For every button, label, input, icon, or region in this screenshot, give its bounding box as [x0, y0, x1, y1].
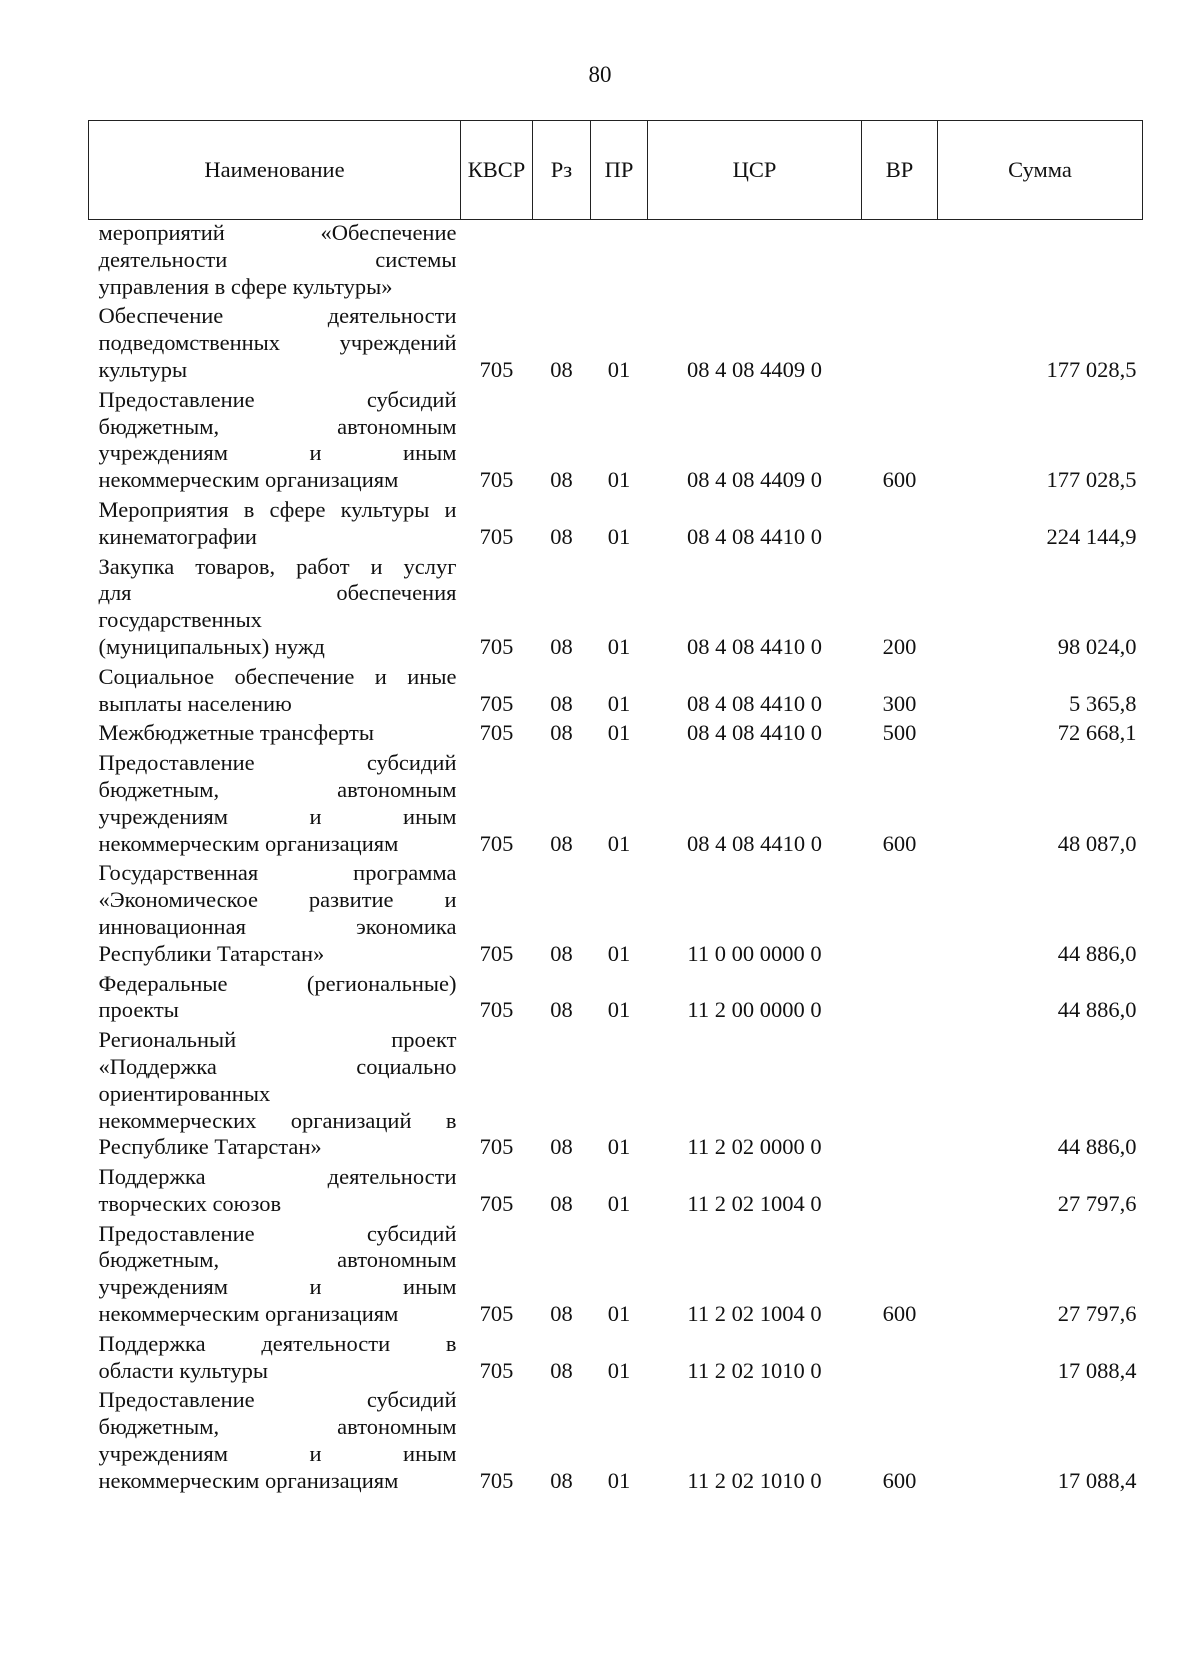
cell-sum: 27 797,6: [1057, 1190, 1137, 1216]
row-name-line: некоммерческих организаций в: [98, 1107, 457, 1133]
row-name-line: Социальное обеспечение и иные: [98, 663, 457, 689]
row-name: [89, 968, 461, 1025]
row-name-line: бюджетным, автономным: [98, 413, 457, 439]
cell-sum: [938, 220, 1143, 301]
row-name-line: Предоставление субсидий: [98, 1387, 457, 1413]
cell-vr: 600: [882, 1467, 917, 1493]
table-row: [89, 1161, 1143, 1218]
cell-rz: 08: [550, 1301, 573, 1327]
row-name-line: выплаты населению: [98, 690, 292, 716]
cell-csr: 11 2 02 1004 0: [687, 1301, 822, 1327]
cell-vr: [862, 1328, 938, 1385]
cell-vr: 600: [882, 830, 917, 856]
cell-pr: 01: [607, 1190, 631, 1216]
cell-kvsr: 705: [479, 523, 514, 549]
row-name-line: инновационная экономика: [98, 913, 457, 939]
row-name-line: управления в сфере культуры»: [98, 273, 393, 299]
cell-kvsr: 705: [479, 1134, 514, 1160]
row-name-line: культуры: [98, 356, 188, 382]
table-body: [89, 220, 1143, 1495]
cell-rz: 08: [550, 633, 573, 659]
cell-sum: 44 886,0: [1057, 940, 1137, 966]
row-name: [89, 1024, 461, 1161]
row-name: [89, 1161, 461, 1218]
cell-rz: 08: [550, 523, 573, 549]
cell-kvsr: 705: [479, 356, 514, 382]
row-name-line: учреждениям и иным: [98, 1441, 457, 1467]
table-row: [89, 494, 1143, 551]
row-name-line: Региональный проект: [98, 1027, 457, 1053]
page-number: 80: [588, 62, 612, 87]
cell-csr: 11 0 00 0000 0: [687, 940, 822, 966]
row-name: [89, 384, 461, 494]
row-name-line: ориентированных: [98, 1080, 271, 1106]
row-name-line: Республики Татарстан»: [98, 940, 325, 966]
table-row: [89, 857, 1143, 967]
table-row: [89, 384, 1143, 494]
cell-pr: 01: [607, 830, 631, 856]
cell-csr: 08 4 08 4410 0: [687, 633, 822, 659]
cell-kvsr: 705: [479, 633, 514, 659]
cell-kvsr: 705: [479, 1301, 514, 1327]
row-name: [89, 1328, 461, 1385]
cell-vr: 300: [882, 690, 917, 716]
cell-kvsr: 705: [479, 467, 514, 493]
cell-rz: 08: [550, 1357, 573, 1383]
table-row: [89, 747, 1143, 857]
cell-csr: 11 2 02 1010 0: [687, 1357, 822, 1383]
row-name-line: Мероприятия в сфере культуры и: [98, 496, 457, 522]
row-name-line: «Поддержка социально: [98, 1053, 457, 1079]
row-name-line: Предоставление субсидий: [98, 386, 457, 412]
table-row: [89, 717, 1143, 747]
cell-sum: 177 028,5: [1046, 356, 1137, 382]
row-name-line: Предоставление субсидий: [98, 750, 457, 776]
row-name: [89, 1384, 461, 1494]
row-name-line: для обеспечения: [98, 580, 457, 606]
cell-pr: 01: [607, 1467, 631, 1493]
row-name-line: государственных: [98, 607, 262, 633]
table-row: [89, 1024, 1143, 1161]
cell-rz: [533, 220, 591, 301]
cell-kvsr: 705: [479, 690, 514, 716]
cell-sum: 44 886,0: [1057, 997, 1137, 1023]
table-row: [89, 1328, 1143, 1385]
cell-pr: 01: [607, 1357, 631, 1383]
cell-csr: 08 4 08 4410 0: [687, 690, 822, 716]
table-row: [89, 661, 1143, 718]
cell-sum: 48 087,0: [1057, 830, 1137, 856]
cell-rz: 08: [550, 467, 573, 493]
row-name-line: Закупка товаров, работ и услуг: [98, 553, 457, 579]
row-name-line: учреждениям и иным: [98, 803, 457, 829]
cell-csr: 11 2 02 1004 0: [687, 1190, 822, 1216]
row-name: [89, 747, 461, 857]
row-name-line: Межбюджетные трансферты: [98, 720, 374, 746]
row-name-line: некоммерческим организациям: [98, 467, 399, 493]
cell-pr: 01: [607, 633, 631, 659]
cell-rz: 08: [550, 1134, 573, 1160]
cell-vr: [862, 1024, 938, 1161]
cell-vr: 600: [882, 1301, 917, 1327]
row-name-line: подведомственных учреждений: [98, 330, 457, 356]
row-name-line: некоммерческим организациям: [98, 830, 399, 856]
header-sum: Сумма: [938, 121, 1143, 220]
cell-rz: 08: [550, 1190, 573, 1216]
header-vr: ВР: [862, 121, 938, 220]
row-name-line: проекты: [98, 997, 179, 1023]
header-csr: ЦСР: [648, 121, 862, 220]
cell-sum: 98 024,0: [1057, 633, 1137, 659]
cell-kvsr: [461, 220, 533, 301]
header-rz: Рз: [533, 121, 591, 220]
row-name-line: кинематографии: [98, 523, 257, 549]
row-name-line: Поддержка деятельности: [98, 1164, 457, 1190]
table-header: [89, 121, 1143, 220]
cell-sum: 27 797,6: [1057, 1301, 1137, 1327]
cell-csr: 08 4 08 4410 0: [687, 830, 822, 856]
row-name-line: деятельности системы: [98, 246, 457, 272]
cell-sum: 224 144,9: [1046, 523, 1137, 549]
row-name: [89, 300, 461, 383]
row-name-line: бюджетным, автономным: [98, 776, 457, 802]
row-name-line: Федеральные (региональные): [98, 970, 457, 996]
row-name: [89, 661, 461, 718]
cell-sum: 5 365,8: [1069, 690, 1137, 716]
cell-pr: 01: [607, 1134, 631, 1160]
cell-sum: 17 088,4: [1057, 1357, 1137, 1383]
cell-csr: 08 4 08 4410 0: [687, 720, 822, 746]
cell-rz: 08: [550, 1467, 573, 1493]
cell-pr: 01: [607, 523, 631, 549]
cell-kvsr: 705: [479, 997, 514, 1023]
row-name: [89, 494, 461, 551]
cell-kvsr: 705: [479, 940, 514, 966]
cell-kvsr: 705: [479, 1357, 514, 1383]
cell-csr: 08 4 08 4409 0: [687, 356, 822, 382]
row-name-line: некоммерческим организациям: [98, 1301, 399, 1327]
table-row: [89, 551, 1143, 661]
cell-csr: 11 2 00 0000 0: [687, 997, 822, 1023]
cell-sum: 17 088,4: [1057, 1467, 1137, 1493]
cell-csr: [648, 220, 862, 301]
cell-vr: 500: [882, 720, 917, 746]
row-name-line: некоммерческим организациям: [98, 1467, 399, 1493]
cell-pr: 01: [607, 690, 631, 716]
cell-pr: 01: [607, 997, 631, 1023]
cell-kvsr: 705: [479, 830, 514, 856]
row-name-line: Государственная программа: [98, 860, 457, 886]
row-name: [89, 717, 461, 747]
row-name-line: бюджетным, автономным: [98, 1414, 457, 1440]
row-name-line: мероприятий «Обеспечение: [98, 220, 457, 245]
cell-pr: 01: [607, 356, 631, 382]
table-row: [89, 300, 1143, 383]
row-name-line: области культуры: [98, 1357, 268, 1383]
table-row: [89, 220, 1143, 301]
row-name: [89, 551, 461, 661]
cell-csr: 08 4 08 4409 0: [687, 467, 822, 493]
budget-table: [88, 120, 1143, 1495]
table-row: [89, 1384, 1143, 1494]
row-name-line: Республике Татарстан»: [98, 1134, 322, 1160]
row-name-line: учреждениям и иным: [98, 1274, 457, 1300]
header-name: Наименование: [89, 121, 461, 220]
cell-vr: [862, 494, 938, 551]
cell-rz: 08: [550, 830, 573, 856]
cell-kvsr: 705: [479, 1190, 514, 1216]
cell-vr: [862, 1161, 938, 1218]
row-name-line: Предоставление субсидий: [98, 1220, 457, 1246]
cell-vr: 600: [882, 467, 917, 493]
cell-pr: [591, 220, 648, 301]
cell-csr: 08 4 08 4410 0: [687, 523, 822, 549]
table-row: [89, 968, 1143, 1025]
header-pr: ПР: [591, 121, 648, 220]
cell-csr: 11 2 02 0000 0: [687, 1134, 822, 1160]
cell-kvsr: 705: [479, 720, 514, 746]
cell-vr: [862, 968, 938, 1025]
cell-kvsr: 705: [479, 1467, 514, 1493]
cell-vr: [862, 300, 938, 383]
cell-vr: 200: [882, 633, 917, 659]
row-name-line: Обеспечение деятельности: [98, 303, 457, 329]
row-name: [89, 857, 461, 967]
cell-sum: 72 668,1: [1057, 720, 1137, 746]
row-name-line: бюджетным, автономным: [98, 1247, 457, 1273]
row-name-line: (муниципальных) нужд: [98, 633, 325, 659]
table-row: [89, 1218, 1143, 1328]
cell-pr: 01: [607, 940, 631, 966]
cell-vr: [862, 857, 938, 967]
cell-sum: 177 028,5: [1046, 467, 1137, 493]
cell-vr: [862, 220, 938, 301]
cell-rz: 08: [550, 690, 573, 716]
row-name: [89, 220, 461, 301]
cell-csr: 11 2 02 1010 0: [687, 1467, 822, 1493]
cell-rz: 08: [550, 997, 573, 1023]
cell-rz: 08: [550, 720, 573, 746]
row-name: [89, 1218, 461, 1328]
row-name-line: Поддержка деятельности в: [98, 1330, 457, 1356]
header-kvsr: КВСР: [461, 121, 533, 220]
row-name-line: учреждениям и иным: [98, 440, 457, 466]
cell-pr: 01: [607, 1301, 631, 1327]
row-name-line: «Экономическое развитие и: [98, 887, 457, 913]
cell-rz: 08: [550, 940, 573, 966]
cell-rz: 08: [550, 356, 573, 382]
cell-pr: 01: [607, 720, 631, 746]
row-name-line: творческих союзов: [98, 1190, 282, 1216]
cell-pr: 01: [607, 467, 631, 493]
cell-sum: 44 886,0: [1057, 1134, 1137, 1160]
